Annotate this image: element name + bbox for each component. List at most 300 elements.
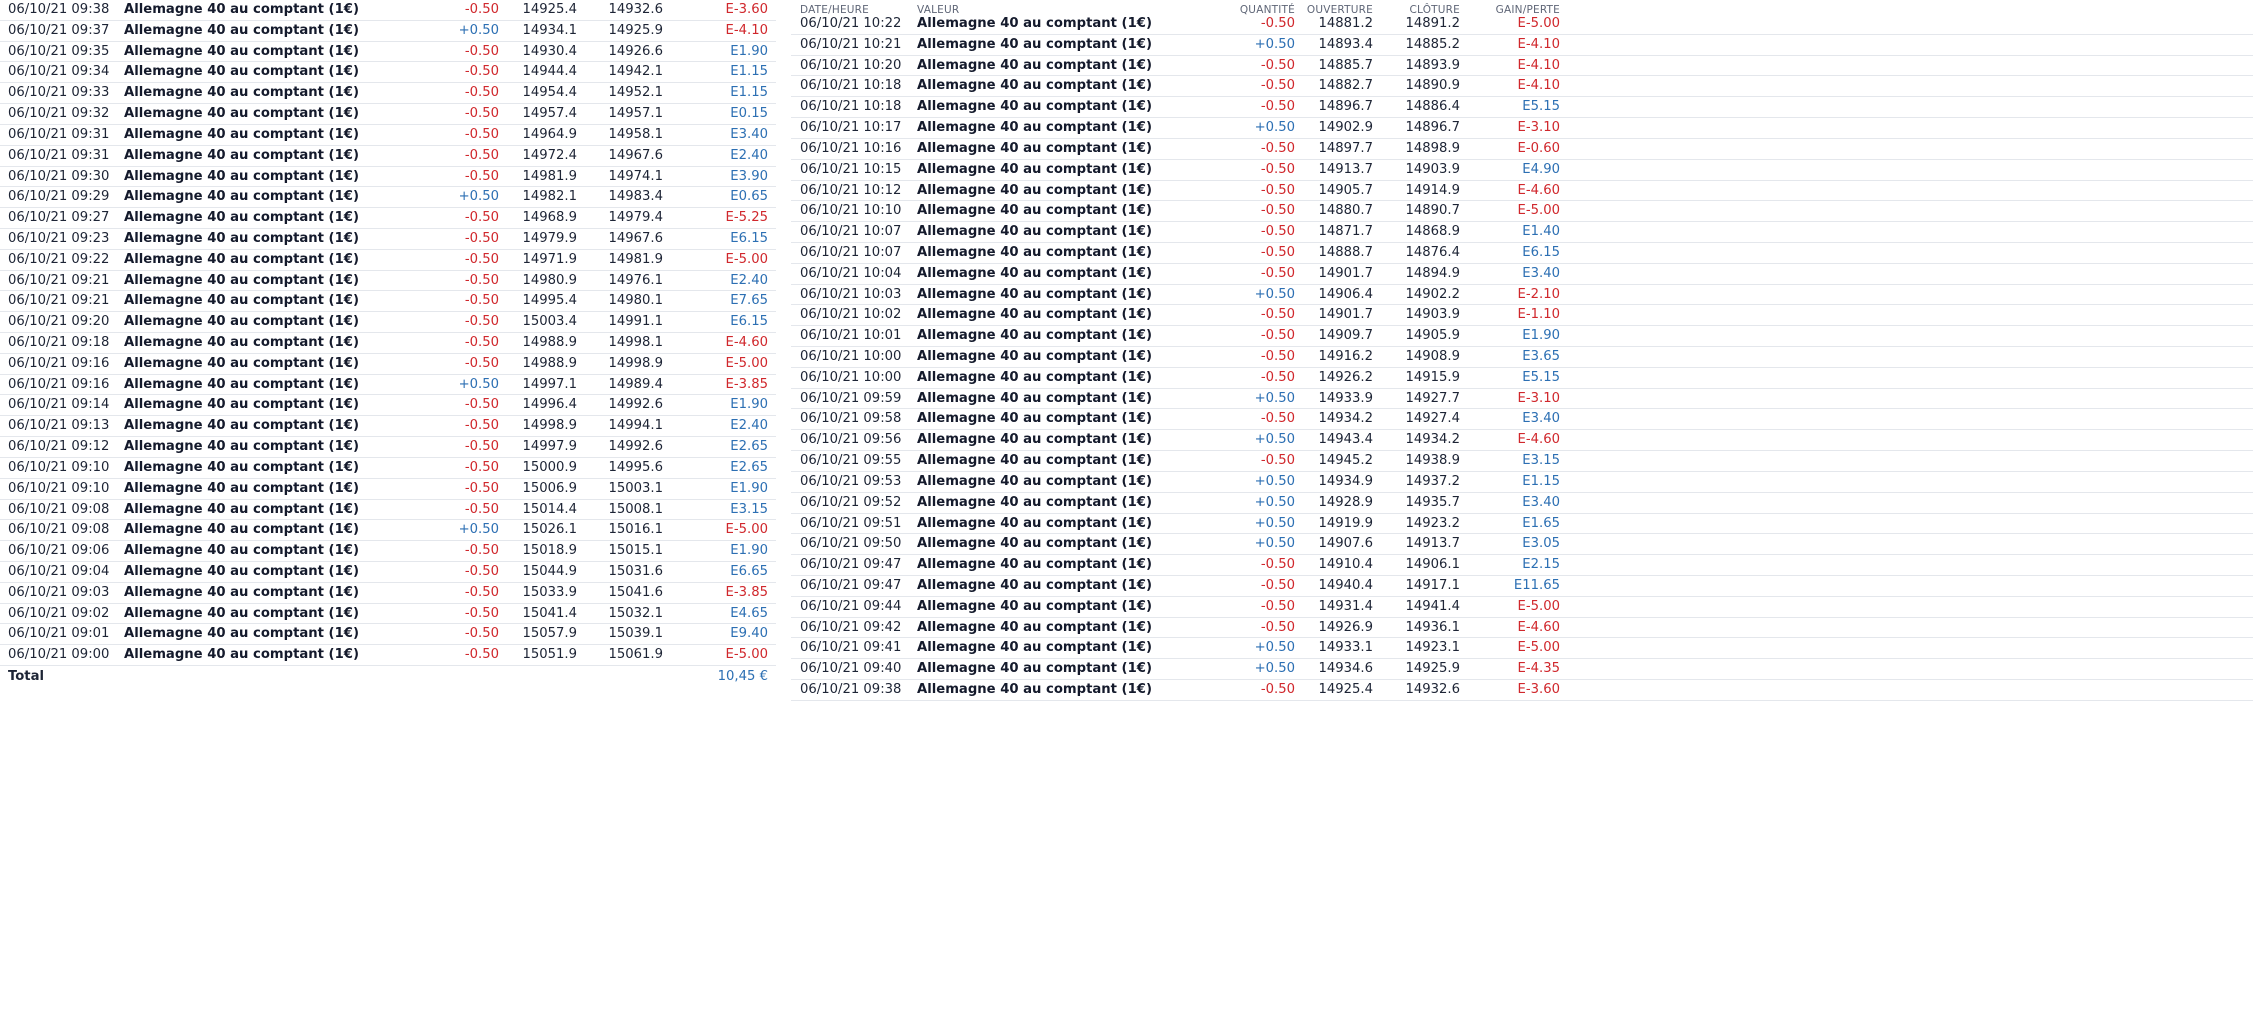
cell-date: 06/10/21 09:06 xyxy=(8,543,110,559)
total-label: Total xyxy=(8,669,45,684)
table-row[interactable] xyxy=(0,541,776,562)
cell-open: 14930.4 xyxy=(522,43,577,59)
cell-instrument: Allemagne 40 au comptant (1€) xyxy=(917,349,1152,364)
cell-date: 06/10/21 09:31 xyxy=(8,147,110,163)
cell-gain-loss: E-3.60 xyxy=(725,2,768,17)
cell-close: 14938.9 xyxy=(1405,453,1460,469)
table-row[interactable] xyxy=(0,437,776,458)
cell-date: 06/10/21 10:18 xyxy=(800,78,902,94)
cell-quantity: -0.50 xyxy=(464,147,499,163)
cell-gain-loss: E3.15 xyxy=(730,501,768,517)
cell-date: 06/10/21 09:38 xyxy=(800,682,902,697)
cell-gain-loss: E1.90 xyxy=(730,43,768,59)
table-row[interactable] xyxy=(0,42,776,63)
cell-open: 14926.2 xyxy=(1318,369,1373,385)
table-row[interactable] xyxy=(0,83,776,104)
cell-date: 06/10/21 09:08 xyxy=(8,501,110,517)
cell-date: 06/10/21 09:04 xyxy=(8,563,110,579)
cell-gain-loss: E1.90 xyxy=(730,543,768,559)
cell-instrument: Allemagne 40 au comptant (1€) xyxy=(124,210,359,226)
cell-close: 14995.6 xyxy=(608,459,663,475)
cell-close: 14890.7 xyxy=(1405,203,1460,219)
cell-gain-loss: E9.40 xyxy=(730,626,768,642)
table-row[interactable] xyxy=(0,333,776,354)
cell-date: 06/10/21 09:23 xyxy=(8,230,110,246)
cell-date: 06/10/21 09:13 xyxy=(8,418,110,434)
cell-quantity: +0.50 xyxy=(1254,36,1295,52)
cell-quantity: +0.50 xyxy=(1254,473,1295,489)
cell-open: 14919.9 xyxy=(1318,515,1373,531)
cell-date: 06/10/21 09:31 xyxy=(8,126,110,142)
table-row[interactable] xyxy=(0,0,776,21)
cell-gain-loss: E6.15 xyxy=(730,230,768,246)
cell-quantity: -0.50 xyxy=(1260,182,1295,198)
cell-gain-loss: E6.65 xyxy=(730,563,768,579)
cell-instrument: Allemagne 40 au comptant (1€) xyxy=(124,251,359,267)
cell-quantity: -0.50 xyxy=(464,335,499,350)
table-row[interactable] xyxy=(791,451,2253,472)
cell-date: 06/10/21 09:10 xyxy=(8,480,110,496)
cell-date: 06/10/21 09:12 xyxy=(8,439,110,455)
table-row[interactable] xyxy=(791,368,2253,389)
cell-close: 14886.4 xyxy=(1405,99,1460,115)
cell-quantity: -0.50 xyxy=(464,272,499,288)
table-row[interactable] xyxy=(791,305,2253,326)
table-row[interactable] xyxy=(0,583,776,604)
table-row[interactable] xyxy=(0,21,776,42)
cell-instrument: Allemagne 40 au comptant (1€) xyxy=(917,640,1152,656)
cell-date: 06/10/21 09:16 xyxy=(8,376,110,392)
cell-date: 06/10/21 10:22 xyxy=(800,16,902,31)
table-row[interactable] xyxy=(791,97,2253,118)
cell-quantity: -0.50 xyxy=(464,459,499,475)
cell-date: 06/10/21 09:27 xyxy=(8,210,110,226)
cell-instrument: Allemagne 40 au comptant (1€) xyxy=(917,598,1152,614)
cell-date: 06/10/21 09:47 xyxy=(800,577,902,593)
cell-quantity: -0.50 xyxy=(464,293,499,309)
cell-quantity: -0.50 xyxy=(1260,328,1295,344)
cell-instrument: Allemagne 40 au comptant (1€) xyxy=(124,335,359,350)
cell-quantity: -0.50 xyxy=(464,418,499,434)
header-value[interactable]: VALEUR xyxy=(917,4,960,16)
cell-date: 06/10/21 10:04 xyxy=(800,265,902,281)
cell-close: 14989.4 xyxy=(608,376,663,392)
cell-close: 14937.2 xyxy=(1405,473,1460,489)
table-row[interactable] xyxy=(791,14,2253,35)
table-row[interactable] xyxy=(0,167,776,188)
left-trades-table xyxy=(0,0,776,688)
cell-open: 14995.4 xyxy=(522,293,577,309)
table-row[interactable] xyxy=(791,56,2253,77)
cell-open: 14934.6 xyxy=(1318,661,1373,677)
cell-open: 14996.4 xyxy=(522,397,577,413)
cell-close: 14914.9 xyxy=(1405,182,1460,198)
cell-open: 15018.9 xyxy=(522,543,577,559)
cell-date: 06/10/21 09:53 xyxy=(800,473,902,489)
table-row[interactable] xyxy=(791,514,2253,535)
cell-gain-loss: E5.15 xyxy=(1522,369,1560,385)
table-row[interactable] xyxy=(791,76,2253,97)
cell-close: 14932.6 xyxy=(608,2,663,17)
cell-instrument: Allemagne 40 au comptant (1€) xyxy=(917,161,1152,177)
cell-gain-loss: E1.65 xyxy=(1522,515,1560,531)
cell-close: 14885.2 xyxy=(1405,36,1460,52)
cell-quantity: -0.50 xyxy=(1260,307,1295,323)
cell-open: 15003.4 xyxy=(522,314,577,330)
cell-close: 15061.9 xyxy=(608,647,663,663)
cell-date: 06/10/21 09:44 xyxy=(800,598,902,614)
cell-date: 06/10/21 10:01 xyxy=(800,328,902,344)
cell-open: 14971.9 xyxy=(522,251,577,267)
cell-date: 06/10/21 09:21 xyxy=(8,293,110,309)
header-gain-loss[interactable]: GAIN/PERTE xyxy=(1495,4,1560,16)
table-row[interactable] xyxy=(791,597,2253,618)
cell-close: 14925.9 xyxy=(1405,661,1460,677)
cell-quantity: -0.50 xyxy=(464,314,499,330)
table-row[interactable] xyxy=(0,395,776,416)
cell-open: 15006.9 xyxy=(522,480,577,496)
cell-instrument: Allemagne 40 au comptant (1€) xyxy=(124,626,359,642)
table-row[interactable] xyxy=(791,493,2253,514)
cell-close: 14957.1 xyxy=(608,106,663,122)
table-row[interactable] xyxy=(791,326,2253,347)
cell-gain-loss: E3.65 xyxy=(1522,349,1560,364)
cell-instrument: Allemagne 40 au comptant (1€) xyxy=(917,682,1152,697)
cell-open: 14988.9 xyxy=(522,355,577,371)
cell-close: 15008.1 xyxy=(608,501,663,517)
cell-date: 06/10/21 09:51 xyxy=(800,515,902,531)
table-row[interactable] xyxy=(0,500,776,521)
cell-instrument: Allemagne 40 au comptant (1€) xyxy=(917,432,1152,448)
cell-instrument: Allemagne 40 au comptant (1€) xyxy=(124,168,359,184)
cell-instrument: Allemagne 40 au comptant (1€) xyxy=(917,577,1152,593)
cell-instrument: Allemagne 40 au comptant (1€) xyxy=(124,106,359,122)
table-row[interactable] xyxy=(0,291,776,312)
cell-close: 14876.4 xyxy=(1405,244,1460,260)
cell-quantity: -0.50 xyxy=(1260,411,1295,427)
cell-date: 06/10/21 09:52 xyxy=(800,494,902,510)
cell-quantity: -0.50 xyxy=(464,584,499,600)
cell-instrument: Allemagne 40 au comptant (1€) xyxy=(124,230,359,246)
table-row[interactable] xyxy=(791,472,2253,493)
cell-open: 14902.9 xyxy=(1318,120,1373,136)
table-row[interactable] xyxy=(791,222,2253,243)
table-row[interactable] xyxy=(791,659,2253,680)
cell-instrument: Allemagne 40 au comptant (1€) xyxy=(917,224,1152,240)
cell-close: 14906.1 xyxy=(1405,557,1460,573)
cell-instrument: Allemagne 40 au comptant (1€) xyxy=(917,57,1152,73)
cell-close: 14974.1 xyxy=(608,168,663,184)
table-row[interactable] xyxy=(0,416,776,437)
cell-close: 14905.9 xyxy=(1405,328,1460,344)
table-row[interactable] xyxy=(791,118,2253,139)
cell-gain-loss: E-4.60 xyxy=(725,335,768,350)
cell-instrument: Allemagne 40 au comptant (1€) xyxy=(917,203,1152,219)
table-row[interactable] xyxy=(791,409,2253,430)
cell-close: 14902.2 xyxy=(1405,286,1460,302)
table-row[interactable] xyxy=(791,285,2253,306)
cell-quantity: -0.50 xyxy=(464,626,499,642)
cell-gain-loss: E-5.00 xyxy=(1517,16,1560,31)
cell-gain-loss: E-4.10 xyxy=(1517,36,1560,52)
cell-open: 14909.7 xyxy=(1318,328,1373,344)
table-row[interactable] xyxy=(0,375,776,396)
cell-close: 14958.1 xyxy=(608,126,663,142)
cell-gain-loss: E-1.10 xyxy=(1517,307,1560,323)
cell-quantity: -0.50 xyxy=(1260,16,1295,31)
cell-instrument: Allemagne 40 au comptant (1€) xyxy=(124,355,359,371)
cell-instrument: Allemagne 40 au comptant (1€) xyxy=(124,272,359,288)
cell-close: 14983.4 xyxy=(608,189,663,205)
cell-instrument: Allemagne 40 au comptant (1€) xyxy=(124,189,359,205)
cell-quantity: +0.50 xyxy=(1254,661,1295,677)
cell-date: 06/10/21 09:34 xyxy=(8,64,110,80)
cell-instrument: Allemagne 40 au comptant (1€) xyxy=(917,494,1152,510)
cell-instrument: Allemagne 40 au comptant (1€) xyxy=(917,307,1152,323)
cell-quantity: +0.50 xyxy=(1254,432,1295,448)
table-row[interactable] xyxy=(0,312,776,333)
cell-quantity: -0.50 xyxy=(464,355,499,371)
cell-date: 06/10/21 09:56 xyxy=(800,432,902,448)
table-row[interactable] xyxy=(791,201,2253,222)
cell-quantity: -0.50 xyxy=(464,168,499,184)
cell-gain-loss: E-4.35 xyxy=(1517,661,1560,677)
cell-gain-loss: E1.40 xyxy=(1522,224,1560,240)
cell-gain-loss: E6.15 xyxy=(730,314,768,330)
table-row[interactable] xyxy=(791,160,2253,181)
table-row[interactable] xyxy=(791,264,2253,285)
cell-gain-loss: E7.65 xyxy=(730,293,768,309)
cell-close: 15041.6 xyxy=(608,584,663,600)
cell-close: 14967.6 xyxy=(608,147,663,163)
cell-quantity: +0.50 xyxy=(1254,286,1295,302)
cell-gain-loss: E-3.85 xyxy=(725,584,768,600)
cell-quantity: -0.50 xyxy=(1260,265,1295,281)
cell-open: 14979.9 xyxy=(522,230,577,246)
table-row[interactable] xyxy=(791,618,2253,639)
cell-instrument: Allemagne 40 au comptant (1€) xyxy=(124,126,359,142)
cell-instrument: Allemagne 40 au comptant (1€) xyxy=(124,376,359,392)
cell-quantity: +0.50 xyxy=(1254,120,1295,136)
cell-quantity: -0.50 xyxy=(1260,99,1295,115)
cell-close: 15016.1 xyxy=(608,522,663,538)
cell-date: 06/10/21 09:55 xyxy=(800,453,902,469)
table-row[interactable] xyxy=(791,534,2253,555)
cell-quantity: -0.50 xyxy=(464,605,499,621)
table-row[interactable] xyxy=(0,125,776,146)
cell-close: 15015.1 xyxy=(608,543,663,559)
cell-quantity: -0.50 xyxy=(464,563,499,579)
table-row[interactable] xyxy=(791,181,2253,202)
cell-instrument: Allemagne 40 au comptant (1€) xyxy=(124,64,359,80)
cell-open: 14954.4 xyxy=(522,85,577,101)
cell-quantity: -0.50 xyxy=(1260,244,1295,260)
cell-open: 15000.9 xyxy=(522,459,577,475)
table-row[interactable] xyxy=(791,430,2253,451)
table-row[interactable] xyxy=(791,35,2253,56)
cell-open: 14885.7 xyxy=(1318,57,1373,73)
cell-quantity: -0.50 xyxy=(1260,682,1295,697)
table-row[interactable] xyxy=(791,243,2253,264)
cell-instrument: Allemagne 40 au comptant (1€) xyxy=(124,480,359,496)
cell-open: 14933.1 xyxy=(1318,640,1373,656)
cell-date: 06/10/21 09:35 xyxy=(8,43,110,59)
cell-open: 14916.2 xyxy=(1318,349,1373,364)
cell-close: 14998.1 xyxy=(608,335,663,350)
cell-instrument: Allemagne 40 au comptant (1€) xyxy=(917,473,1152,489)
cell-gain-loss: E-4.60 xyxy=(1517,619,1560,635)
table-row[interactable] xyxy=(0,250,776,271)
cell-date: 06/10/21 09:30 xyxy=(8,168,110,184)
table-row[interactable] xyxy=(0,645,776,666)
cell-open: 14968.9 xyxy=(522,210,577,226)
table-row[interactable] xyxy=(791,638,2253,659)
cell-open: 15057.9 xyxy=(522,626,577,642)
cell-gain-loss: E-4.60 xyxy=(1517,182,1560,198)
table-row[interactable] xyxy=(791,139,2253,160)
table-row[interactable] xyxy=(791,389,2253,410)
cell-date: 06/10/21 10:02 xyxy=(800,307,902,323)
cell-instrument: Allemagne 40 au comptant (1€) xyxy=(124,314,359,330)
cell-open: 14982.1 xyxy=(522,189,577,205)
table-row[interactable] xyxy=(0,562,776,583)
cell-instrument: Allemagne 40 au comptant (1€) xyxy=(917,36,1152,52)
table-row[interactable] xyxy=(0,624,776,645)
table-row[interactable] xyxy=(0,604,776,625)
cell-close: 14894.9 xyxy=(1405,265,1460,281)
cell-gain-loss: E-2.10 xyxy=(1517,286,1560,302)
cell-instrument: Allemagne 40 au comptant (1€) xyxy=(124,584,359,600)
cell-date: 06/10/21 09:10 xyxy=(8,459,110,475)
cell-open: 14906.4 xyxy=(1318,286,1373,302)
cell-gain-loss: E3.90 xyxy=(730,168,768,184)
cell-gain-loss: E6.15 xyxy=(1522,244,1560,260)
cell-close: 14893.9 xyxy=(1405,57,1460,73)
cell-open: 14896.7 xyxy=(1318,99,1373,115)
table-row[interactable] xyxy=(0,520,776,541)
cell-quantity: -0.50 xyxy=(1260,619,1295,635)
cell-gain-loss: E-5.00 xyxy=(1517,203,1560,219)
cell-instrument: Allemagne 40 au comptant (1€) xyxy=(917,369,1152,385)
cell-open: 14925.4 xyxy=(1318,682,1373,697)
table-row[interactable] xyxy=(0,479,776,500)
cell-instrument: Allemagne 40 au comptant (1€) xyxy=(124,522,359,538)
cell-open: 14940.4 xyxy=(1318,577,1373,593)
cell-instrument: Allemagne 40 au comptant (1€) xyxy=(917,16,1152,31)
cell-date: 06/10/21 10:12 xyxy=(800,182,902,198)
cell-open: 14926.9 xyxy=(1318,619,1373,635)
cell-open: 15041.4 xyxy=(522,605,577,621)
cell-close: 14981.9 xyxy=(608,251,663,267)
cell-instrument: Allemagne 40 au comptant (1€) xyxy=(124,543,359,559)
table-row[interactable] xyxy=(0,62,776,83)
table-row[interactable] xyxy=(0,104,776,125)
cell-gain-loss: E-4.10 xyxy=(1517,78,1560,94)
cell-quantity: +0.50 xyxy=(1254,536,1295,552)
table-row[interactable] xyxy=(791,680,2253,701)
cell-date: 06/10/21 09:42 xyxy=(800,619,902,635)
header-close[interactable]: CLÔTURE xyxy=(1409,4,1460,16)
table-row[interactable] xyxy=(0,229,776,250)
total-row xyxy=(0,666,776,688)
cell-open: 15051.9 xyxy=(522,647,577,663)
cell-instrument: Allemagne 40 au comptant (1€) xyxy=(917,140,1152,156)
cell-date: 06/10/21 09:40 xyxy=(800,661,902,677)
cell-instrument: Allemagne 40 au comptant (1€) xyxy=(124,293,359,309)
cell-instrument: Allemagne 40 au comptant (1€) xyxy=(917,411,1152,427)
cell-gain-loss: E1.15 xyxy=(730,64,768,80)
cell-open: 15014.4 xyxy=(522,501,577,517)
cell-quantity: +0.50 xyxy=(1254,390,1295,406)
cell-date: 06/10/21 09:37 xyxy=(8,22,110,38)
table-row[interactable] xyxy=(791,555,2253,576)
cell-open: 14943.4 xyxy=(1318,432,1373,448)
table-row[interactable] xyxy=(0,146,776,167)
table-row[interactable] xyxy=(0,187,776,208)
cell-gain-loss: E-3.10 xyxy=(1517,120,1560,136)
header-date[interactable]: DATE/HEURE xyxy=(800,4,869,16)
cell-close: 14915.9 xyxy=(1405,369,1460,385)
cell-open: 14928.9 xyxy=(1318,494,1373,510)
table-row[interactable] xyxy=(0,458,776,479)
table-row[interactable] xyxy=(0,271,776,292)
cell-quantity: -0.50 xyxy=(1260,161,1295,177)
table-row[interactable] xyxy=(0,354,776,375)
cell-gain-loss: E2.65 xyxy=(730,439,768,455)
cell-open: 14880.7 xyxy=(1318,203,1373,219)
cell-quantity: -0.50 xyxy=(464,480,499,496)
cell-gain-loss: E3.40 xyxy=(730,126,768,142)
cell-date: 06/10/21 09:59 xyxy=(800,390,902,406)
cell-close: 14903.9 xyxy=(1405,161,1460,177)
cell-close: 14923.1 xyxy=(1405,640,1460,656)
cell-date: 06/10/21 10:17 xyxy=(800,120,902,136)
header-open[interactable]: OUVERTURE xyxy=(1306,4,1373,16)
cell-date: 06/10/21 09:20 xyxy=(8,314,110,330)
cell-instrument: Allemagne 40 au comptant (1€) xyxy=(124,605,359,621)
cell-open: 14882.7 xyxy=(1318,78,1373,94)
cell-close: 15032.1 xyxy=(608,605,663,621)
table-row[interactable] xyxy=(791,347,2253,368)
cell-instrument: Allemagne 40 au comptant (1€) xyxy=(124,85,359,101)
cell-close: 14868.9 xyxy=(1405,224,1460,240)
cell-close: 14896.7 xyxy=(1405,120,1460,136)
cell-date: 06/10/21 09:08 xyxy=(8,522,110,538)
right-trades-table xyxy=(791,0,2253,697)
cell-date: 06/10/21 09:00 xyxy=(8,647,110,663)
table-row[interactable] xyxy=(791,576,2253,597)
cell-date: 06/10/21 10:07 xyxy=(800,244,902,260)
cell-quantity: +0.50 xyxy=(1254,494,1295,510)
cell-close: 14935.7 xyxy=(1405,494,1460,510)
cell-quantity: -0.50 xyxy=(1260,598,1295,614)
cell-gain-loss: E1.90 xyxy=(730,397,768,413)
cell-gain-loss: E3.15 xyxy=(1522,453,1560,469)
cell-gain-loss: E3.05 xyxy=(1522,536,1560,552)
cell-gain-loss: E-5.00 xyxy=(725,647,768,663)
header-quantity[interactable]: QUANTITÉ xyxy=(1239,4,1295,16)
cell-close: 14934.2 xyxy=(1405,432,1460,448)
cell-instrument: Allemagne 40 au comptant (1€) xyxy=(124,43,359,59)
cell-close: 14980.1 xyxy=(608,293,663,309)
cell-quantity: -0.50 xyxy=(464,64,499,80)
cell-open: 14931.4 xyxy=(1318,598,1373,614)
cell-close: 14976.1 xyxy=(608,272,663,288)
table-row[interactable] xyxy=(0,208,776,229)
cell-open: 14998.9 xyxy=(522,418,577,434)
cell-gain-loss: E2.65 xyxy=(730,459,768,475)
cell-open: 14972.4 xyxy=(522,147,577,163)
